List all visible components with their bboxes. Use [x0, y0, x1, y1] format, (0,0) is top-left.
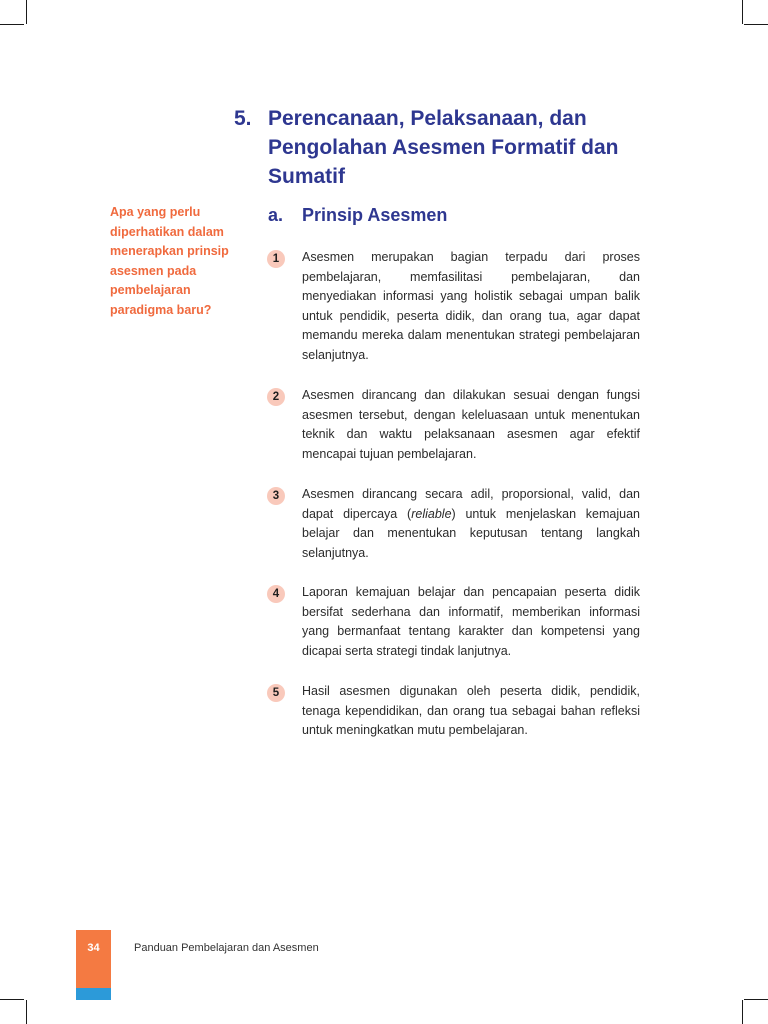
subsection-letter: a.: [268, 205, 284, 225]
crop-mark: [742, 1000, 743, 1024]
section-title: Perencanaan, Pelaksanaan, dan Pengolahan Asesmen Formatif dan Sumatif: [268, 107, 619, 188]
crop-mark: [744, 999, 768, 1000]
crop-mark: [742, 0, 743, 24]
item-text: Asesmen dirancang dan dilakukan sesuai dengan fungsi asesmen tersebut, dengan keleluasaan untuk menentukan teknik dan waktu pelaksanaan asesmen agar efektif mencapai tujuan pembelajaran.: [302, 388, 640, 461]
sidenote-question: Apa yang perlu diperhatikan dalam menerapkan prinsip asesmen pada pembelajaran paradigma baru?: [110, 205, 229, 317]
footer-book-title: Panduan Pembelajaran dan Asesmen: [134, 942, 319, 954]
crop-mark: [744, 24, 768, 25]
footer-accent-bar: [76, 988, 111, 1000]
crop-mark: [26, 1000, 27, 1024]
item-number-badge: 5: [267, 684, 285, 702]
page-number: 34: [87, 942, 100, 954]
item-number-badge: 3: [267, 487, 285, 505]
item-number-badge: 2: [267, 388, 285, 406]
item-number-badge: 1: [267, 250, 285, 268]
crop-mark: [0, 24, 24, 25]
item-number-badge: 4: [267, 585, 285, 603]
subsection-title: Prinsip Asesmen: [302, 205, 448, 225]
item-text: Asesmen merupakan bagian terpadu dari proses pembelajaran, memfasilitasi pembelajaran, dan menyediakan informasi yang holistik sebagai umpan balik untuk pendidik, peserta didik, dan orang tua, agar dapat memandu mereka dalam menentukan strategi pembelajaran selanjutnya.: [302, 250, 640, 362]
item-text: [302, 485, 640, 563]
crop-mark: [0, 999, 24, 1000]
item-text: Hasil asesmen digunakan oleh peserta didik, pendidik, tenaga kependidikan, dan orang tua sebagai bahan refleksi untuk meningkatkan mutu pembelajaran.: [302, 684, 640, 738]
item-text-part: ) untuk menjelaskan kemajuan belajar dan menentukan keputusan tentang langkah selanjutnya.: [302, 506, 640, 560]
item-text-part: Asesmen dirancang secara adil, proporsional, valid, dan dapat dipercaya (: [302, 487, 640, 521]
section-number: 5.: [234, 107, 252, 130]
crop-mark: [26, 0, 27, 24]
footer-page-tab: [76, 930, 111, 988]
item-text-italic: reliable: [411, 506, 452, 521]
item-text: Laporan kemajuan belajar dan pencapaian peserta didik bersifat sederhana dan informatif, memberikan informasi yang bermanfaat tentang karakter dan kompetensi yang dicapai serta strategi tindak lanjutnya.: [302, 585, 640, 658]
